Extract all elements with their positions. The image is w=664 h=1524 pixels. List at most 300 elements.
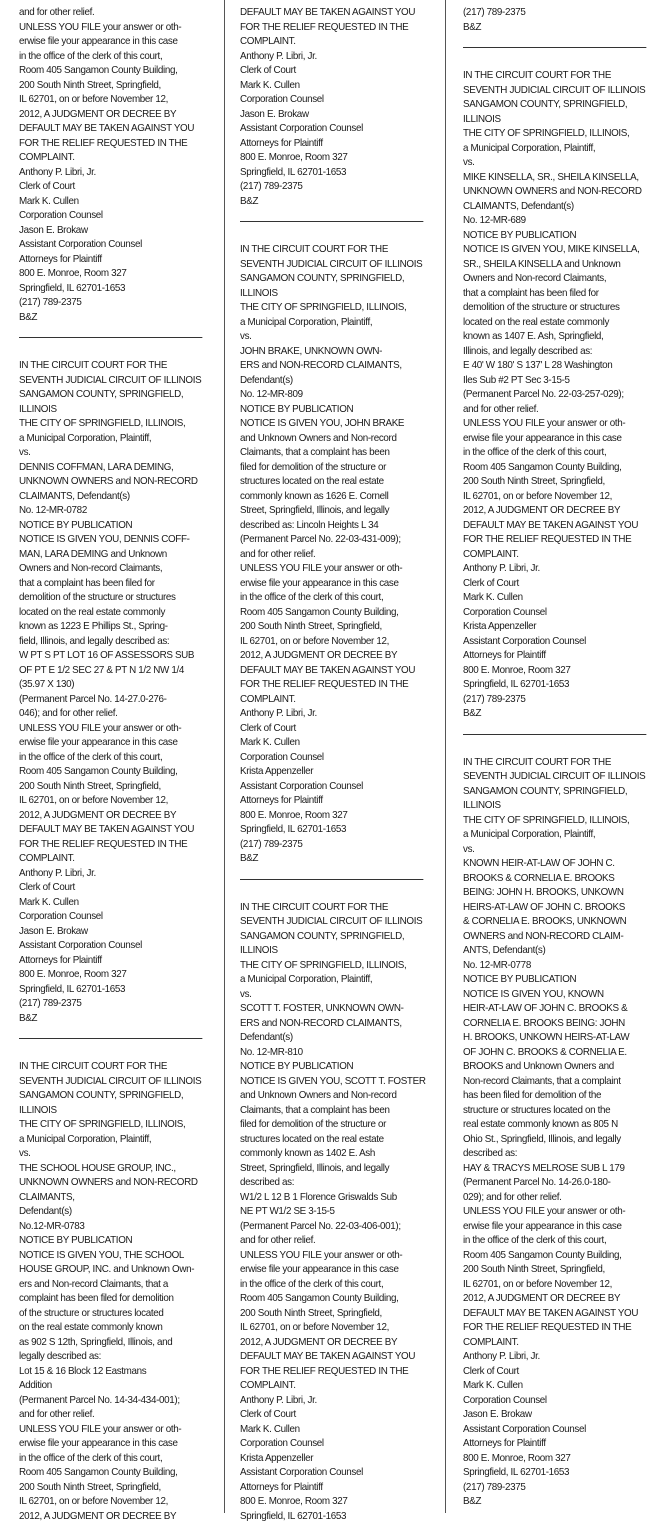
notice-line: Mark K. Cullen (19, 195, 204, 210)
notice-line: 800 E. Monroe, Room 327 (240, 151, 425, 166)
notice-line: Attorneys for Plaintiff (240, 794, 425, 809)
notice-line: 2012, A JUDGMENT OR DECREE BY (19, 1510, 204, 1524)
notice-line: 200 South Ninth Street, Springfield, (19, 1481, 204, 1496)
notice-line: 029); and for other relief. (463, 1191, 648, 1206)
notice-line: THE CITY OF SPRINGFIELD, ILLINOIS, (463, 127, 648, 142)
notice-line: described as: (240, 1176, 425, 1191)
notice-line: demolition of the structure or structures (19, 591, 204, 606)
notice-line: (217) 789-2375 (19, 296, 204, 311)
notice-line: Anthony P. Libri, Jr. (19, 867, 204, 882)
notice-separator (240, 879, 423, 880)
notice-line: Jason E. Brokaw (19, 224, 204, 239)
notice-line: IL 62701, on or before November 12, (463, 1278, 648, 1293)
notice-line: Jason E. Brokaw (463, 1408, 648, 1423)
notice-line: IL 62701, on or before November 12, (463, 490, 648, 505)
notice-line: DEFAULT MAY BE TAKEN AGAINST YOU (463, 519, 648, 534)
notice-line: B&Z (19, 1012, 204, 1027)
notice-line: IN THE CIRCUIT COURT FOR THE (240, 243, 425, 258)
notice-line: NOTICE IS GIVEN YOU, MIKE KINSELLA, (463, 243, 648, 258)
notice-line: ANTS, Defendant(s) (463, 944, 648, 959)
notice-line: ERS and NON-RECORD CLAIMANTS, (240, 1017, 425, 1032)
notice-line: Anthony P. Libri, Jr. (19, 166, 204, 181)
notice-line: ILLINOIS (463, 113, 648, 128)
notice-line: (217) 789-2375 (240, 180, 425, 195)
notice-line: OWNERS and NON-RECORD CLAIM- (463, 930, 648, 945)
notice-line: 200 South Ninth Street, Springfield, (240, 620, 425, 635)
notice-line: SANGAMON COUNTY, SPRINGFIELD, (463, 98, 648, 113)
notice-line: E 40' W 180' S 137' L 28 Washington (463, 359, 648, 374)
notice-line: vs. (19, 1147, 204, 1162)
notice-line: NOTICE IS GIVEN YOU, THE SCHOOL (19, 1249, 204, 1264)
notice-line: JOHN BRAKE, UNKNOWN OWN- (240, 345, 425, 360)
notice-line: IL 62701, on or before November 12, (240, 635, 425, 650)
notice-line: UNLESS YOU FILE your answer or oth- (19, 21, 204, 36)
notice-separator (19, 1038, 202, 1039)
notice-line: Room 405 Sangamon County Building, (240, 606, 425, 621)
notice-line: in the office of the clerk of this court, (19, 751, 204, 766)
notice-line: Anthony P. Libri, Jr. (240, 707, 425, 722)
notice-line: located on the real estate commonly (19, 606, 204, 621)
notice-line: COMPLAINT. (19, 151, 204, 166)
notice-line: Defendant(s) (19, 1205, 204, 1220)
notice-line: 800 E. Monroe, Room 327 (240, 809, 425, 824)
notice-line: a Municipal Corporation, Plaintiff, (240, 316, 425, 331)
notice-line: IN THE CIRCUIT COURT FOR THE (240, 901, 425, 916)
notice-line: BROOKS & CORNELIA E. BROOKS (463, 872, 648, 887)
notice-line: Corporation Counsel (240, 93, 425, 108)
notice-line: CLAIMANTS, (19, 1191, 204, 1206)
notice-separator (463, 734, 646, 735)
notice-line: and for other relief. (463, 403, 648, 418)
notice-line: Mark K. Cullen (240, 79, 425, 94)
notice-line: Iles Sub #2 PT Sec 3-15-5 (463, 374, 648, 389)
notice-line: UNLESS YOU FILE your answer or oth- (463, 417, 648, 432)
notice-line: UNLESS YOU FILE your answer or oth- (240, 562, 425, 577)
notice-line: 200 South Ninth Street, Springfield, (463, 475, 648, 490)
notice-line: No. 12-MR-0782 (19, 504, 204, 519)
notice-line: a Municipal Corporation, Plaintiff, (240, 973, 425, 988)
notice-line: CORNELIA E. BROOKS BEING: JOHN (463, 1017, 648, 1032)
notice-line: IL 62701, on or before November 12, (19, 794, 204, 809)
notice-line: of the structure or structures located (19, 1307, 204, 1322)
notice-line: THE CITY OF SPRINGFIELD, ILLINOIS, (463, 814, 648, 829)
notice-line: B&Z (240, 852, 425, 867)
notice-line: No. 12-MR-0778 (463, 959, 648, 974)
notice-line: OF JOHN C. BROOKS & CORNELIA E. (463, 1046, 648, 1061)
notice-line: ILLINOIS (19, 403, 204, 418)
notice-line: Springfield, IL 62701-1653 (240, 1510, 425, 1524)
notice-line: Assistant Corporation Counsel (463, 635, 648, 650)
notice-line: IN THE CIRCUIT COURT FOR THE (19, 359, 204, 374)
notice-line: in the office of the clerk of this court, (240, 1278, 425, 1293)
notice-line: in the office of the clerk of this court, (19, 1452, 204, 1467)
notice-line: real estate commonly known as 805 N (463, 1118, 648, 1133)
notice-line: as 902 S 12th, Springfield, Illinois, and (19, 1336, 204, 1351)
notice-line: B&Z (19, 311, 204, 326)
notice-line: THE CITY OF SPRINGFIELD, ILLINOIS, (19, 417, 204, 432)
notice-line: SEVENTH JUDICIAL CIRCUIT OF ILLINOIS (240, 258, 425, 273)
notice-line: Clerk of Court (240, 1408, 425, 1423)
notice-line: FOR THE RELIEF REQUESTED IN THE (19, 838, 204, 853)
notice-separator (240, 221, 423, 222)
notice-line: COMPLAINT. (463, 1336, 648, 1351)
notice-line: Non-record Claimants, that a complaint (463, 1075, 648, 1090)
notice-line: No. 12-MR-810 (240, 1046, 425, 1061)
notice-line: and Unknown Owners and Non-record (240, 432, 425, 447)
notice-line: vs. (463, 156, 648, 171)
notice-line: Corporation Counsel (19, 209, 204, 224)
notice-line: known as 1223 E Phillips St., Spring- (19, 620, 204, 635)
notice-line: (Permanent Parcel No. 22-03-431-009); (240, 533, 425, 548)
notice-line: erwise file your appearance in this case (463, 1220, 648, 1235)
notice-line: has been filed for demolition of the (463, 1089, 648, 1104)
notice-line: legally described as: (19, 1350, 204, 1365)
notice-line: ERS and NON-RECORD CLAIMANTS, (240, 359, 425, 374)
notice-line: structures located on the real estate (240, 475, 425, 490)
notice-line: described as: (463, 1147, 648, 1162)
notice-line: 2012, A JUDGMENT OR DECREE BY (463, 1292, 648, 1307)
notice-line: Corporation Counsel (463, 1394, 648, 1409)
notice-line: Attorneys for Plaintiff (240, 137, 425, 152)
notice-line: vs. (240, 330, 425, 345)
notice-line: NOTICE BY PUBLICATION (463, 973, 648, 988)
notice-line: Anthony P. Libri, Jr. (240, 50, 425, 65)
notice-line: B&Z (240, 195, 425, 210)
notice-line: Assistant Corporation Counsel (240, 122, 425, 137)
notice-line: COMPLAINT. (240, 35, 425, 50)
notice-line: DEFAULT MAY BE TAKEN AGAINST YOU (240, 6, 425, 21)
notice-line: Street, Springfield, Illinois, and legally (240, 1162, 425, 1177)
notice-line: Krista Appenzeller (240, 1452, 425, 1467)
notice-line: Assistant Corporation Counsel (240, 1466, 425, 1481)
notice-line: ILLINOIS (240, 944, 425, 959)
notice-line: Mark K. Cullen (240, 736, 425, 751)
notice-line: that a complaint has been filed for (19, 577, 204, 592)
notice-line: Attorneys for Plaintiff (463, 1437, 648, 1452)
notice-line: Assistant Corporation Counsel (240, 780, 425, 795)
notice-line: FOR THE RELIEF REQUESTED IN THE (463, 1321, 648, 1336)
legal-notice (463, 6, 648, 35)
notice-line: erwise file your appearance in this case (19, 1437, 204, 1452)
notice-line: Attorneys for Plaintiff (240, 1481, 425, 1496)
notice-line: Springfield, IL 62701-1653 (240, 166, 425, 181)
notice-line: (217) 789-2375 (463, 1481, 648, 1496)
notice-line: HEIR-AT-LAW OF JOHN C. BROOKS & (463, 1002, 648, 1017)
notice-line: (Permanent Parcel No. 14-34-434-001); (19, 1394, 204, 1409)
notice-line: 2012, A JUDGMENT OR DECREE BY (240, 649, 425, 664)
notice-line: CLAIMANTS, Defendant(s) (463, 200, 648, 215)
notice-line: commonly known as 1402 E. Ash (240, 1147, 425, 1162)
notice-line: known as 1407 E. Ash, Springfield, (463, 330, 648, 345)
notice-line: 800 E. Monroe, Room 327 (240, 1495, 425, 1510)
notice-line: a Municipal Corporation, Plaintiff, (19, 432, 204, 447)
notice-line: structures located on the real estate (240, 1133, 425, 1148)
notice-line: Anthony P. Libri, Jr. (240, 1394, 425, 1409)
notice-line: Attorneys for Plaintiff (19, 253, 204, 268)
notice-line: IN THE CIRCUIT COURT FOR THE (19, 1060, 204, 1075)
notice-line: SEVENTH JUDICIAL CIRCUIT OF ILLINOIS (463, 84, 648, 99)
notice-line: FOR THE RELIEF REQUESTED IN THE (240, 21, 425, 36)
notice-line: B&Z (463, 707, 648, 722)
notice-line: NOTICE IS GIVEN YOU, SCOTT T. FOSTER (240, 1075, 425, 1090)
notice-line: SEVENTH JUDICIAL CIRCUIT OF ILLINOIS (463, 770, 648, 785)
legal-notice (19, 1060, 204, 1524)
notice-line: 200 South Ninth Street, Springfield, (463, 1263, 648, 1278)
notice-line: and for other relief. (19, 1408, 204, 1423)
notice-line: Anthony P. Libri, Jr. (463, 562, 648, 577)
notice-line: Claimants, that a complaint has been (240, 446, 425, 461)
notice-line: DENNIS COFFMAN, LARA DEMING, (19, 461, 204, 476)
notice-line: erwise file your appearance in this case (240, 1263, 425, 1278)
notice-line: Ohio St., Springfield, Illinois, and legally (463, 1133, 648, 1148)
notice-line: complaint has been filed for demolition (19, 1292, 204, 1307)
legal-notice (19, 359, 204, 1026)
notice-line: erwise file your appearance in this case (19, 35, 204, 50)
notice-line: a Municipal Corporation, Plaintiff, (19, 1133, 204, 1148)
notice-line: UNLESS YOU FILE your answer or oth- (19, 1423, 204, 1438)
notice-line: SANGAMON COUNTY, SPRINGFIELD, (463, 785, 648, 800)
notice-line: HEIRS-AT-LAW OF JOHN C. BROOKS (463, 901, 648, 916)
notice-line: SEVENTH JUDICIAL CIRCUIT OF ILLINOIS (19, 1075, 204, 1090)
notice-line: COMPLAINT. (240, 693, 425, 708)
notice-line: SR., SHEILA KINSELLA and Unknown (463, 258, 648, 273)
notice-line: a Municipal Corporation, Plaintiff, (463, 828, 648, 843)
notice-line: DEFAULT MAY BE TAKEN AGAINST YOU (19, 823, 204, 838)
notice-line: (Permanent Parcel No. 14-26.0-180- (463, 1176, 648, 1191)
notice-line: UNKNOWN OWNERS and NON-RECORD (19, 1176, 204, 1191)
notice-line: Springfield, IL 62701-1653 (463, 1466, 648, 1481)
notice-line: Clerk of Court (19, 881, 204, 896)
notice-line: Defendant(s) (240, 374, 425, 389)
notice-line: filed for demolition of the structure or (240, 461, 425, 476)
notice-line: ers and Non-record Claimants, that a (19, 1278, 204, 1293)
notice-separator (19, 337, 202, 338)
notice-line: Assistant Corporation Counsel (463, 1423, 648, 1438)
notice-line: vs. (463, 843, 648, 858)
notice-line: commonly known as 1626 E. Cornell (240, 490, 425, 505)
legal-notice (240, 6, 425, 209)
notice-line: 046); and for other relief. (19, 707, 204, 722)
notice-line: (217) 789-2375 (463, 693, 648, 708)
notice-line: Krista Appenzeller (463, 620, 648, 635)
notice-line: filed for demolition of the structure or (240, 1118, 425, 1133)
notice-line: and for other relief. (240, 1234, 425, 1249)
notice-line: Springfield, IL 62701-1653 (19, 282, 204, 297)
notice-line: 800 E. Monroe, Room 327 (19, 968, 204, 983)
notice-line: THE CITY OF SPRINGFIELD, ILLINOIS, (240, 301, 425, 316)
notice-line: DEFAULT MAY BE TAKEN AGAINST YOU (19, 122, 204, 137)
notice-line: Clerk of Court (19, 180, 204, 195)
notice-line: FOR THE RELIEF REQUESTED IN THE (19, 137, 204, 152)
notice-line: vs. (240, 988, 425, 1003)
notice-line: and for other relief. (19, 6, 204, 21)
notice-line: UNKNOWN OWNERS and NON-RECORD (19, 475, 204, 490)
notice-line: Mark K. Cullen (240, 1423, 425, 1438)
notice-separator (463, 47, 646, 48)
notice-line: W PT S PT LOT 16 OF ASSESSORS SUB (19, 649, 204, 664)
notice-line: SEVENTH JUDICIAL CIRCUIT OF ILLINOIS (19, 374, 204, 389)
notice-line: Springfield, IL 62701-1653 (19, 983, 204, 998)
notice-line: B&Z (463, 1495, 648, 1510)
notice-line: OF PT E 1/2 SEC 27 & PT N 1/2 NW 1/4 (19, 664, 204, 679)
notice-line: Addition (19, 1379, 204, 1394)
notice-line: UNLESS YOU FILE your answer or oth- (240, 1249, 425, 1264)
notice-line: (35.97 X 130) (19, 678, 204, 693)
notice-line: 800 E. Monroe, Room 327 (463, 1452, 648, 1467)
notice-line: 2012, A JUDGMENT OR DECREE BY (463, 504, 648, 519)
notice-line: IL 62701, on or before November 12, (19, 93, 204, 108)
notice-line: NOTICE IS GIVEN YOU, JOHN BRAKE (240, 417, 425, 432)
notice-line: 2012, A JUDGMENT OR DECREE BY (240, 1336, 425, 1351)
notice-line: (217) 789-2375 (463, 6, 648, 21)
notice-line: Mark K. Cullen (19, 896, 204, 911)
notice-line: Owners and Non-record Claimants, (19, 562, 204, 577)
notice-line: 2012, A JUDGMENT OR DECREE BY (19, 108, 204, 123)
notice-line: Assistant Corporation Counsel (19, 238, 204, 253)
notice-line: MIKE KINSELLA, SR., SHEILA KINSELLA, (463, 171, 648, 186)
notice-line: ILLINOIS (463, 799, 648, 814)
column-3 (463, 6, 648, 1510)
notice-line: COMPLAINT. (463, 548, 648, 563)
notice-line: DEFAULT MAY BE TAKEN AGAINST YOU (240, 1350, 425, 1365)
notice-line: demolition of the structure or structures (463, 301, 648, 316)
notice-line: SEVENTH JUDICIAL CIRCUIT OF ILLINOIS (240, 915, 425, 930)
notice-line: in the office of the clerk of this court, (19, 50, 204, 65)
notice-line: THE SCHOOL HOUSE GROUP, INC., (19, 1162, 204, 1177)
notice-line: SANGAMON COUNTY, SPRINGFIELD, (240, 272, 425, 287)
notice-line: Owners and Non-record Claimants, (463, 272, 648, 287)
notice-line: Mark K. Cullen (463, 591, 648, 606)
notice-line: 800 E. Monroe, Room 327 (19, 267, 204, 282)
notice-line: COMPLAINT. (240, 1379, 425, 1394)
notice-line: 200 South Ninth Street, Springfield, (19, 79, 204, 94)
notice-line: Claimants, that a complaint has been (240, 1104, 425, 1119)
notice-line: NOTICE IS GIVEN YOU, DENNIS COFF- (19, 533, 204, 548)
notice-line: DEFAULT MAY BE TAKEN AGAINST YOU (240, 664, 425, 679)
notice-line: FOR THE RELIEF REQUESTED IN THE (240, 678, 425, 693)
notice-line: NE PT W1/2 SE 3-15-5 (240, 1205, 425, 1220)
notice-line: Attorneys for Plaintiff (19, 954, 204, 969)
notice-line: NOTICE BY PUBLICATION (19, 1234, 204, 1249)
notice-line: Clerk of Court (463, 1365, 648, 1380)
notice-line: vs. (19, 446, 204, 461)
notice-line: Mark K. Cullen (463, 1379, 648, 1394)
notice-line: Defendant(s) (240, 1031, 425, 1046)
notice-line: Clerk of Court (240, 722, 425, 737)
notice-line: ILLINOIS (240, 287, 425, 302)
notice-line: Krista Appenzeller (240, 765, 425, 780)
notice-line: 2012, A JUDGMENT OR DECREE BY (19, 809, 204, 824)
notice-line: Room 405 Sangamon County Building, (463, 461, 648, 476)
notice-line: HAY & TRACYS MELROSE SUB L 179 (463, 1162, 648, 1177)
notice-line: FOR THE RELIEF REQUESTED IN THE (240, 1365, 425, 1380)
legal-notice (19, 6, 204, 325)
notice-line: H. BROOKS, UNKOWN HEIRS-AT-LAW (463, 1031, 648, 1046)
legal-notice (240, 243, 425, 867)
notice-line: NOTICE BY PUBLICATION (240, 1060, 425, 1075)
notice-line: No.12-MR-0783 (19, 1220, 204, 1235)
notice-line: SCOTT T. FOSTER, UNKNOWN OWN- (240, 1002, 425, 1017)
notice-line: SANGAMON COUNTY, SPRINGFIELD, (19, 1089, 204, 1104)
notice-line: field, Illinois, and legally described as: (19, 635, 204, 650)
notice-line: Assistant Corporation Counsel (19, 939, 204, 954)
legal-notice (463, 69, 648, 722)
notice-line: & CORNELIA E. BROOKS, UNKNOWN (463, 915, 648, 930)
notice-line: Room 405 Sangamon County Building, (19, 64, 204, 79)
notice-line: Corporation Counsel (240, 1437, 425, 1452)
notice-line: NOTICE BY PUBLICATION (463, 229, 648, 244)
notice-line: NOTICE BY PUBLICATION (240, 403, 425, 418)
notice-line: W1/2 L 12 B 1 Florence Griswalds Sub (240, 1191, 425, 1206)
notice-line: and Unknown Owners and Non-record (240, 1089, 425, 1104)
notice-line: No. 12-MR-689 (463, 214, 648, 229)
notice-line: (217) 789-2375 (240, 838, 425, 853)
column-divider (224, 0, 225, 1513)
legal-notice (463, 756, 648, 1510)
notice-line: (Permanent Parcel No. 14-27.0-276- (19, 693, 204, 708)
notice-line: and for other relief. (240, 548, 425, 563)
notice-line: UNKNOWN OWNERS and NON-RECORD (463, 185, 648, 200)
notice-line: Illinois, and legally described as: (463, 345, 648, 360)
notice-line: DEFAULT MAY BE TAKEN AGAINST YOU (463, 1307, 648, 1322)
column-divider (445, 0, 446, 1513)
notice-line: IN THE CIRCUIT COURT FOR THE (463, 756, 648, 771)
notice-line: MAN, LARA DEMING and Unknown (19, 548, 204, 563)
notice-line: CLAIMANTS, Defendant(s) (19, 490, 204, 505)
notice-line: HOUSE GROUP, INC. and Unknown Own- (19, 1263, 204, 1278)
notice-line: Corporation Counsel (463, 606, 648, 621)
notice-line: Springfield, IL 62701-1653 (463, 678, 648, 693)
notice-line: in the office of the clerk of this court, (463, 446, 648, 461)
notice-line: (Permanent Parcel No. 22-03-406-001); (240, 1220, 425, 1235)
notice-line: Room 405 Sangamon County Building, (240, 1292, 425, 1307)
notice-line: erwise file your appearance in this case (19, 736, 204, 751)
notice-line: UNLESS YOU FILE your answer or oth- (463, 1205, 648, 1220)
notice-line: FOR THE RELIEF REQUESTED IN THE (463, 533, 648, 548)
notice-line: IL 62701, on or before November 12, (19, 1495, 204, 1510)
notice-line: UNLESS YOU FILE your answer or oth- (19, 722, 204, 737)
notice-line: BROOKS and Unknown Owners and (463, 1060, 648, 1075)
notice-line: No. 12-MR-809 (240, 388, 425, 403)
notice-line: SANGAMON COUNTY, SPRINGFIELD, (240, 930, 425, 945)
notice-line: COMPLAINT. (19, 852, 204, 867)
notice-line: KNOWN HEIR-AT-LAW OF JOHN C. (463, 857, 648, 872)
notice-line: Jason E. Brokaw (240, 108, 425, 123)
notice-line: in the office of the clerk of this court, (240, 591, 425, 606)
notice-line: Room 405 Sangamon County Building, (19, 1466, 204, 1481)
notice-line: THE CITY OF SPRINGFIELD, ILLINOIS, (19, 1118, 204, 1133)
notice-line: Clerk of Court (240, 64, 425, 79)
notice-line: Anthony P. Libri, Jr. (463, 1350, 648, 1365)
notice-line: Jason E. Brokaw (19, 925, 204, 940)
notice-line: a Municipal Corporation, Plaintiff, (463, 142, 648, 157)
notice-line: IL 62701, on or before November 12, (240, 1321, 425, 1336)
notice-line: located on the real estate commonly (463, 316, 648, 331)
notice-line: NOTICE IS GIVEN YOU, KNOWN (463, 988, 648, 1003)
notice-line: Corporation Counsel (19, 910, 204, 925)
notice-line: Clerk of Court (463, 577, 648, 592)
notice-line: Lot 15 & 16 Block 12 Eastmans (19, 1365, 204, 1380)
notice-line: Room 405 Sangamon County Building, (19, 765, 204, 780)
notice-line: SANGAMON COUNTY, SPRINGFIELD, (19, 388, 204, 403)
notice-line: 200 South Ninth Street, Springfield, (240, 1307, 425, 1322)
notice-line: erwise file your appearance in this case (463, 432, 648, 447)
notice-line: (217) 789-2375 (19, 997, 204, 1012)
notice-line: on the real estate commonly known (19, 1321, 204, 1336)
notice-line: Street, Springfield, Illinois, and legally (240, 504, 425, 519)
notice-line: erwise file your appearance in this case (240, 577, 425, 592)
notice-line: 800 E. Monroe, Room 327 (463, 664, 648, 679)
